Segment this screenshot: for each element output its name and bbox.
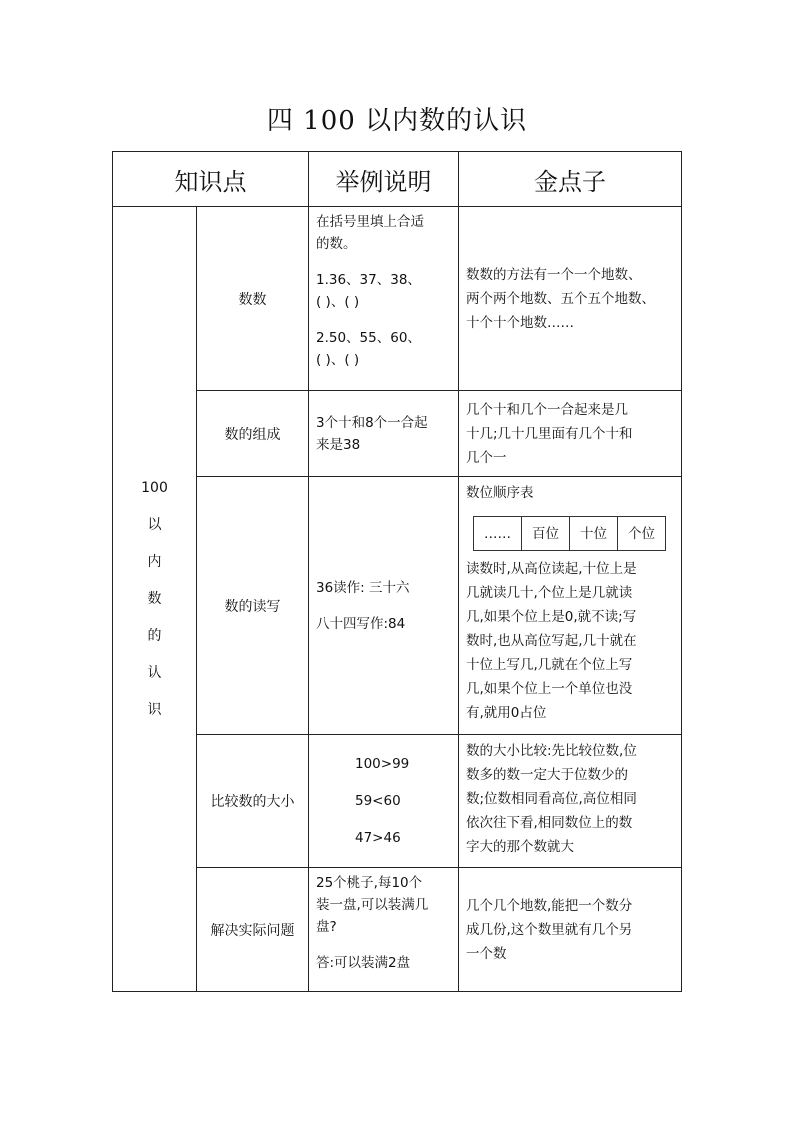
tip-line: 十个十个地数……	[466, 314, 574, 331]
section-char: 认	[147, 664, 162, 681]
example-line: 八十四写作:84	[316, 615, 406, 632]
example-counting	[309, 207, 459, 391]
example-line: 在括号里填上合适	[316, 214, 424, 230]
example-line: 的数。	[316, 236, 357, 252]
tip-line: 几个几个地数,能把一个数分	[466, 897, 633, 914]
tip-problem-solving	[459, 868, 682, 992]
section-char: 的	[147, 627, 162, 644]
tip-line: 两个两个地数、五个五个地数、	[466, 290, 655, 307]
header-row	[113, 152, 682, 207]
example-line: ( )、( )	[316, 294, 360, 310]
tip-line: 几,如果个位上是0,就不读;写	[466, 609, 637, 625]
example-read-write	[309, 477, 459, 735]
section-char: 识	[147, 701, 162, 718]
topic-counting: 数数	[197, 207, 309, 391]
example-line: 盘?	[316, 919, 337, 935]
tip-line: 几个一	[466, 449, 507, 466]
example-line: 1.36、37、38、	[316, 272, 421, 288]
table-row	[113, 735, 682, 868]
header-examples: 举例说明	[309, 152, 459, 207]
tip-line: 一个数	[466, 945, 507, 962]
knowledge-table	[112, 151, 682, 992]
example-line: 3个十和8个一合起	[316, 414, 428, 431]
tip-line: 数多的数一定大于位数少的	[466, 767, 628, 783]
section-char: 以	[147, 516, 162, 533]
header-tips: 金点子	[459, 152, 682, 207]
digit-table-title: 数位顺序表	[466, 485, 534, 501]
section-char: 数	[147, 590, 162, 607]
example-line: 36读作: 三十六	[316, 579, 410, 596]
table-row	[113, 868, 682, 992]
example-problem-solving	[309, 868, 459, 992]
header-knowledge-point: 知识点	[113, 152, 309, 207]
tip-line: 数;位数相同看高位,高位相同	[466, 791, 637, 807]
place-value-cell: 十位	[570, 517, 618, 551]
place-value-cell: 百位	[522, 517, 570, 551]
example-line: 47>46	[355, 829, 401, 846]
tip-counting	[459, 207, 682, 391]
tip-line: 字大的那个数就大	[466, 839, 574, 855]
table-row	[113, 391, 682, 477]
place-value-cell: ……	[474, 517, 522, 551]
example-line: 答:可以装满2盘	[316, 955, 411, 971]
tip-line: 数时,也从高位写起,几十就在	[466, 633, 637, 649]
example-line: 100>99	[355, 755, 410, 772]
topic-compare: 比较数的大小	[197, 735, 309, 868]
example-line: 25个桃子,每10个	[316, 875, 423, 891]
tip-compare	[459, 735, 682, 868]
example-composition	[309, 391, 459, 477]
example-line: 来是38	[316, 436, 361, 453]
table-row	[113, 207, 682, 391]
section-label	[113, 207, 197, 992]
example-line: 2.50、55、60、	[316, 330, 421, 346]
tip-line: 数数的方法有一个一个地数、	[466, 266, 642, 283]
tip-line: 成几份,这个数里就有几个另	[466, 921, 633, 938]
tip-composition	[459, 391, 682, 477]
tip-line: 几个十和几个一合起来是几	[466, 401, 628, 418]
page-title: 四 100 以内数的认识	[266, 106, 528, 136]
place-value-cell: 个位	[618, 517, 666, 551]
example-line: ( )、( )	[316, 352, 360, 368]
table-row	[113, 477, 682, 735]
tip-line: 几就读几十,个位上是几就读	[466, 585, 633, 601]
topic-composition: 数的组成	[197, 391, 309, 477]
tip-line: 十几;几十几里面有几个十和	[466, 425, 633, 442]
tip-line: 依次往下看,相同数位上的数	[466, 815, 633, 831]
tip-line: 数的大小比较:先比较位数,位	[466, 743, 637, 759]
example-line: 59<60	[355, 792, 401, 809]
topic-problem-solving: 解决实际问题	[197, 868, 309, 992]
example-line: 装一盘,可以装满几	[316, 897, 429, 913]
tip-line: 十位上写几,几就在个位上写	[466, 657, 633, 673]
topic-read-write: 数的读写	[197, 477, 309, 735]
example-compare	[309, 735, 459, 868]
section-char: 内	[147, 553, 162, 570]
tip-read-write	[459, 477, 682, 735]
place-value-table	[473, 516, 666, 551]
tip-line: 读数时,从高位读起,十位上是	[466, 561, 637, 577]
tip-line: 几,如果个位上一个单位也没	[466, 681, 633, 697]
section-char: 100	[141, 479, 168, 496]
tip-line: 有,就用0占位	[466, 705, 547, 721]
